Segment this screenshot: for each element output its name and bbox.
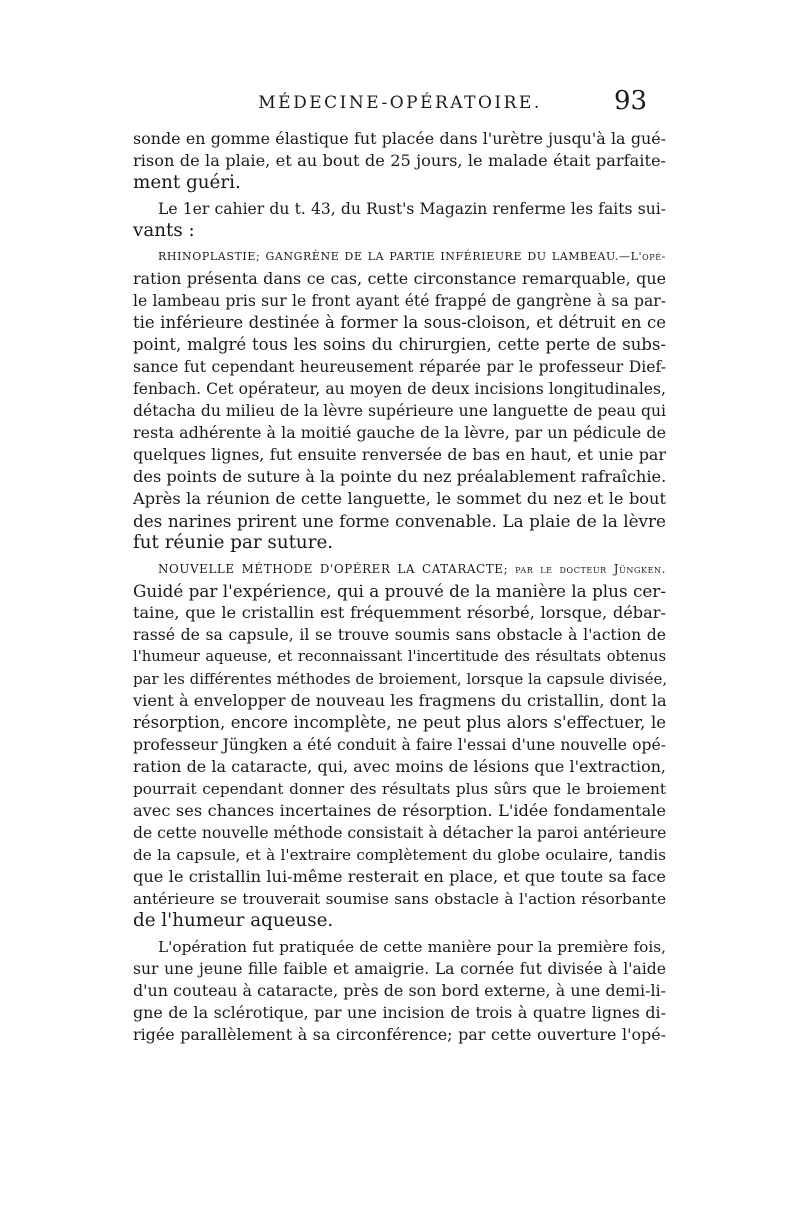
running-title: MÉDECINE-OPÉRATOIRE. — [258, 93, 542, 113]
text-line: vient à envelopper de nouveau les fragmens du cristallin, dont la — [133, 691, 667, 710]
text-line: par les différentes méthodes de broiement, lorsque la capsule divisée, — [133, 670, 668, 688]
text-line: résorption, encore incomplète, ne peut plus alors s'effectuer, le — [133, 713, 666, 732]
text-line: l'humeur aqueuse, et reconnaissant l'incertitude des résultats obtenus — [133, 648, 666, 665]
text-line: de la capsule, et à l'extraire complètement du globe oculaire, tandis — [133, 846, 666, 864]
text-line: Après la réunion de cette languette, le sommet du nez et le bout — [133, 489, 666, 508]
text-line: sance fut cependant heureusement réparée par le professeur Dief- — [133, 358, 666, 376]
section-heading-rhinoplastie: RHINOPLASTIE; GANGRÈNE DE LA PARTIE INFÉRIEURE DU LAMBEAU.—L'opé- — [158, 250, 666, 263]
text-line: fut réunie par suture. — [133, 532, 334, 553]
text-line: rison de la plaie, et au bout de 25 jours, le malade était parfaite- — [133, 151, 666, 170]
text-line: Le 1er cahier du t. 43, du Rust's Magazin renferme les faits sui- — [158, 200, 666, 218]
text-line: avec ses chances incertaines de résorption. L'idée fondamentale — [133, 801, 666, 820]
text-line: quelques lignes, fut ensuite renversée de bas en haut, et unie par — [133, 445, 666, 464]
text-line: sur une jeune fille faible et amaigrie. La cornée fut divisée à l'aide — [133, 960, 666, 978]
text-line: le lambeau pris sur le front ayant été frappé de gangrène à sa par- — [133, 292, 666, 310]
text-line: ration de la cataracte, qui, avec moins de lésions que l'extraction, — [133, 757, 666, 776]
text-line: pourrait cependant donner des résultats plus sûrs que le broiement — [133, 780, 666, 798]
text-line: ration présenta dans ce cas, cette circonstance remarquable, que — [133, 269, 666, 288]
text-line: que le cristallin lui-même resterait en place, et que toute sa face — [133, 867, 666, 886]
text-line: fenbach. Cet opérateur, au moyen de deux incisions longitudinales, — [133, 380, 666, 398]
text-line: sonde en gomme élastique fut placée dans l'urètre jusqu'à la gué- — [133, 129, 666, 148]
text-line: point, malgré tous les soins du chirurgien, cette perte de subs- — [133, 335, 666, 354]
text-line: professeur Jüngken a été conduit à faire l'essai d'une nouvelle opé- — [133, 736, 666, 754]
text-line: Guidé par l'expérience, qui a prouvé de la manière la plus cer- — [133, 581, 666, 601]
text-line: rassé de sa capsule, il se trouve soumis sans obstacle à l'action de — [133, 626, 666, 644]
text-line: détacha du milieu de la lèvre supérieure une languette de peau qui — [133, 402, 666, 420]
text-line: tie inférieure destinée à former la sous-cloison, et détruit en ce — [133, 313, 666, 332]
text-line: gne de la sclérotique, par une incision de trois à quatre lignes di- — [133, 1003, 666, 1022]
section-heading-cataracte: NOUVELLE MÉTHODE D'OPÉRER LA CATARACTE; par le docteur Jüngken. — [158, 562, 666, 576]
text-line: de cette nouvelle méthode consistait à détacher la paroi antérieure — [133, 824, 667, 842]
text-line: ment guéri. — [133, 172, 241, 193]
text-line: rigée parallèlement à sa circonférence; par cette ouverture l'opé- — [133, 1025, 666, 1044]
text-line: L'opération fut pratiquée de cette manière pour la première fois, — [158, 938, 666, 956]
text-line: taine, que le cristallin est fréquemment résorbé, lorsque, débar- — [133, 603, 666, 622]
text-line: des points de suture à la pointe du nez préalablement rafraîchie. — [133, 467, 667, 486]
text-line: de l'humeur aqueuse. — [133, 910, 334, 931]
page-number: 93 — [614, 86, 648, 116]
text-line: des narines prirent une forme convenable. La plaie de la lèvre — [133, 511, 666, 531]
text-line: antérieure se trouverait soumise sans obstacle à l'action résorbante — [133, 890, 666, 908]
text-line: resta adhérente à la moitié gauche de la lèvre, par un pédicule de — [133, 423, 666, 442]
text-line: d'un couteau à cataracte, près de son bord externe, à une demi-li- — [133, 981, 666, 1000]
text-line: vants : — [133, 220, 195, 241]
